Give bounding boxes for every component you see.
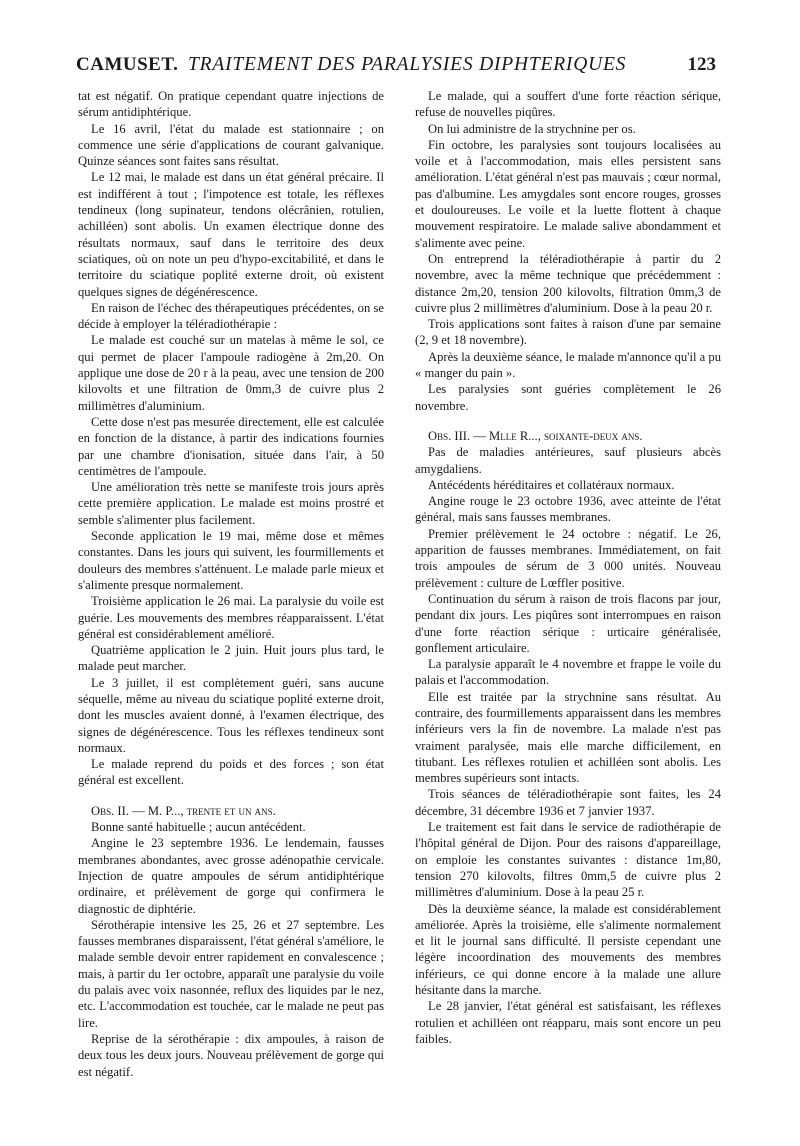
paragraph: Angine le 23 septembre 1936. Le lendemain, fausses membranes abondantes, avec grosse adénopathie cervicale. Injection de quatre ampoules de sérum antidiphtérique ordinaire, et prélèvement de gorge qui confirmera le diagnostic de diphtérie. [78,836,384,916]
paragraph: Antécédents héréditaires et collatéraux normaux. [428,477,675,492]
paragraph: tat est négatif. On pratique cependant quatre injections de sérum antidiphtérique. [78,89,384,120]
header-author: CAMUSET. [76,54,179,75]
observation-heading: Obs. II. — M. P..., trente et un ans. [91,803,276,818]
paragraph: Le malade reprend du poids et des forces ; son état général est excellent. [78,757,384,788]
observation-heading: Obs. III. — Mlle R..., soixante-deux ans. [428,428,643,443]
paragraph: Pas de maladies antérieures, sauf plusieurs abcès amygdaliens. [415,445,721,476]
paragraph: Seconde application le 19 mai, même dose et mêmes constantes. Dans les jours qui suivent, les fourmillements et douleurs des membres s'atténuent. Le malade parle mieux et s'alimente presque normalement. [78,529,384,592]
paragraph: Premier prélèvement le 24 octobre : négatif. Le 26, apparition de fausses membranes. Immédiatement, on fait trois ampoules de sérum de 3 000 unités. Nouveau prélèvement : culture de Lœffler positive. [415,526,721,590]
left-column [78,88,384,1080]
paragraph: Angine rouge le 23 octobre 1936, avec atteinte de l'état général, mais sans fausses membranes. [415,494,721,525]
paragraph: On lui administre de la strychnine per os. [428,121,636,136]
paragraph: Le malade est couché sur un matelas à même le sol, ce qui permet de placer l'ampoule radiogène à 2m,20. On applique une dose de 20 r à la peau, avec une tension de 200 kilovolts et une filtration de 0mm,3 de cuivre plus 2 millimètres d'aluminium. [78,333,384,413]
paragraph: Dès la deuxième séance, la malade est considérablement améliorée. Après la troisième, elle s'alimente normalement et lit le journal sans difficulté. Il persiste cependant une légère incoordination des mouvements des membres inférieurs, ce qui donne encore à la malade une allure hésitante dans la marche. [415,901,721,998]
paragraph: Trois applications sont faites à raison d'une par semaine (2, 9 et 18 novembre). [415,317,721,348]
paragraph: Continuation du sérum à raison de trois flacons par jour, pendant dix jours. Les piqûres sont interrompues en raison d'une forte réaction sérique : urticaire généralisée, gonflement articulaire. [415,591,721,655]
paragraph: Le traitement est fait dans le service de radiothérapie de l'hôpital général de Dijon. Pour des raisons d'appareillage, on emploie les constantes suivantes : distance 1m,80, tension 270 kilovolts, filtres 0mm,5 de cuivre plus 2 millimètres d'aluminium. Dose à la peau 25 r. [415,820,721,900]
paragraph: Bonne santé habituelle ; aucun antécédent. [91,820,306,835]
paragraph: Cette dose n'est pas mesurée directement, elle est calculée en fonction de la distance, à partir des indications fournies par une chambre d'ionisation, située dans l'air, à 50 centimètres de l'ampoule. [78,414,384,478]
paragraph: Après la deuxième séance, le malade m'annonce qu'il a pu « manger du pain ». [415,349,721,381]
paragraph: Le 3 juillet, il est complètement guéri, sans aucune séquelle, même au niveau du sciatique poplité externe droit, dont les muscles avaient donné, à l'examen électrique, des signes de dégénérescence. Tous les réflexes tendineux sont normaux. [78,675,384,755]
running-header [76,54,716,82]
paragraph: Le 16 avril, l'état du malade est stationnaire ; on commence une série d'applications de courant galvanique. Quinze séances sont faites sans résultat. [78,121,384,169]
paragraph: Le 28 janvier, l'état général est satisfaisant, les réflexes rotulien et achilléen ont réapparu, mais sont encore un peu faibles. [415,999,721,1046]
paragraph: Elle est traitée par la strychnine sans résultat. Au contraire, des fourmillements apparaissent dans les membres inférieurs vers la fin de novembre. La malade n'est pas vraiment paralysée, mais elle marche difficilement, en titubant. Les réflexes rotulien et achilléen sont abolis. Les membres supérieurs sont intacts. [415,689,722,786]
paragraph: Troisième application le 26 mai. La paralysie du voile est guérie. Les mouvements des membres réapparaissent. L'état général est considérablement amélioré. [78,594,384,641]
paragraph: Les paralysies sont guéries complètement le 26 novembre. [415,382,721,413]
header-title: TRAITEMENT DES PARALYSIES DIPHTERIQUES [188,54,627,75]
paragraph: Reprise de la sérothérapie : dix ampoules, à raison de deux tous les deux jours. Nouveau prélèvement de gorge qui est négatif. [78,1031,384,1079]
paragraph: Le malade, qui a souffert d'une forte réaction sérique, refuse de nouvelles piqûres. [415,89,721,120]
paragraph: La paralysie apparaît le 4 novembre et frappe le voile du palais et l'accommodation. [415,657,721,688]
paragraph: Fin octobre, les paralysies sont toujours localisées au voile et à l'accommodation, mais elles persistent sans amélioration. L'état général n'est pas mauvais ; cœur normal, pas d'albumine. Les amygdales sont encore rouges, grosses et douloureuses. Le voile et la luette flottent à chaque mouvement respiratoire. Le malade salive abondamment et s'alimente avec peine. [415,137,721,250]
paragraph: En raison de l'échec des thérapeutiques précédentes, on se décide à employer la téléradiothérapie : [78,300,384,332]
paragraph: On entreprend la téléradiothérapie à partir du 2 novembre, avec la même technique que précédemment : distance 2m,20, tension 200 kilovolts, filtration 0mm,3 de cuivre plus 2 millimètres d'aluminium. Dose à la peau 20 r. [415,251,721,315]
paragraph: Une amélioration très nette se manifeste trois jours après cette première application. Le malade est moins prostré et semble s'alimenter plus facilement. [78,480,384,527]
paragraph: Trois séances de téléradiothérapie sont faites, les 24 décembre, 31 décembre 1936 et 7 janvier 1937. [415,787,721,818]
right-column [415,88,721,1047]
paragraph: Le 12 mai, le malade est dans un état général précaire. Il est indifférent à tout ; l'impotence est totale, les réflexes tendineux (long supinateur, tendons olécrânien, rotulien, achilléen) sont abolis. Un examen électrique donne des résultats normaux, sauf dans le territoire des deux sciatiques, où on note un peu d'hypo-excitabilité, et dans le territoire du sciatique poplité externe droit, où existent quelques signes de dégénérescence. [78,170,384,299]
page-number: 123 [687,54,716,75]
paragraph: Quatrième application le 2 juin. Huit jours plus tard, le malade peut marcher. [78,643,384,674]
paragraph: Sérothérapie intensive les 25, 26 et 27 septembre. Les fausses membranes disparaissent, l'état général s'améliore, le malade semble devoir entrer rapidement en convalescence ; mais, à partir du 1er octobre, apparaît une paralysie du voile du palais avec voix nasonnée, reflux des liquides par le nez, etc. L'accommodation est touchée, car le malade ne peut pas lire. [78,917,384,1030]
